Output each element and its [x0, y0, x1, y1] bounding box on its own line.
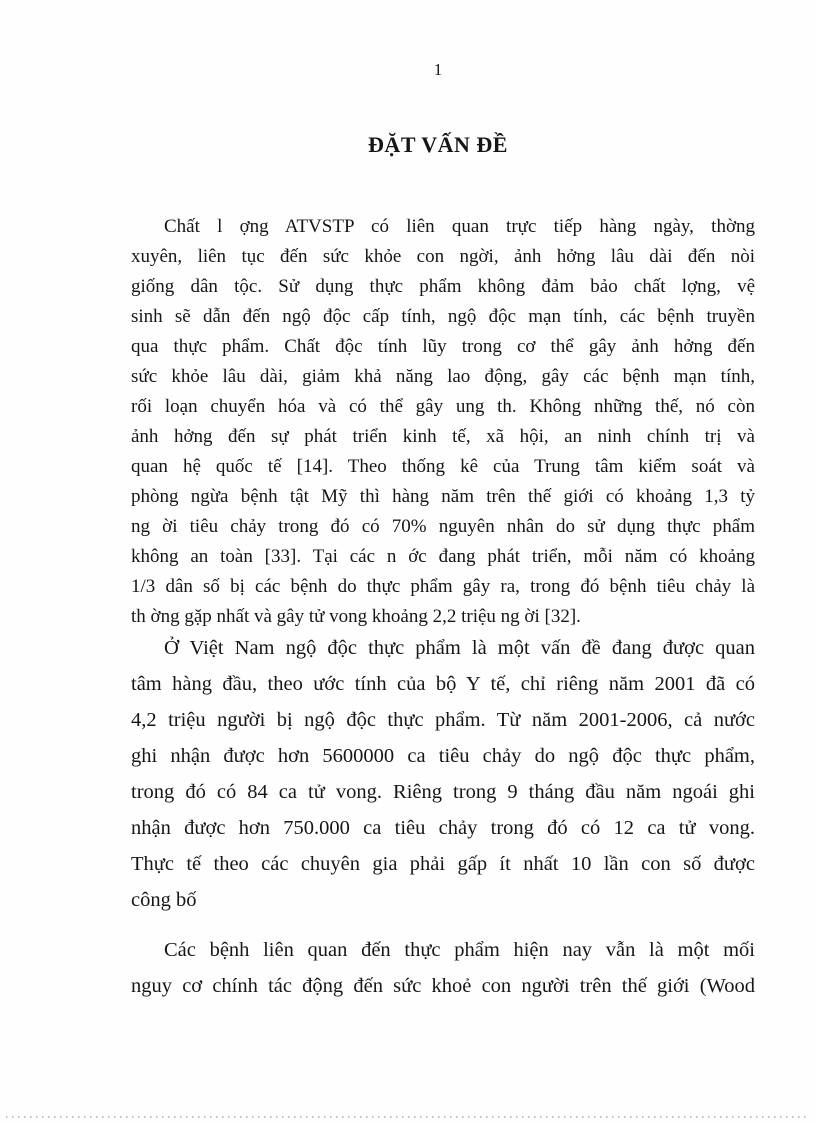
text-line: giống dân tộc. Sử dụng thực phẩm không đảm bảo chất lợng, vệ [131, 276, 755, 297]
page-bottom-dotted-line [6, 1116, 810, 1118]
text-line: 4,2 triệu người bị ngộ độc thực phẩm. Từ năm 2001-2006, cả nước [131, 709, 755, 731]
text-line: ảnh hởng đến sự phát triển kinh tế, xã hội, an ninh chính trị và [131, 426, 755, 447]
text-line: 1/3 dân số bị các bệnh do thực phẩm gây ra, trong đó bệnh tiêu chảy là [131, 576, 755, 597]
paragraph-intro-atvstp [131, 212, 755, 632]
text-line: ng ời tiêu chảy trong đó có 70% nguyên nhân do sử dụng thực phẩm [131, 516, 755, 537]
text-line: Chất l ợng ATVSTP có liên quan trực tiếp hàng ngày, thờng [164, 216, 755, 237]
text-line: xuyên, liên tục đến sức khỏe con ngời, ảnh hởng lâu dài đến nòi [131, 246, 755, 267]
text-line: tâm hàng đầu, theo ước tính của bộ Y tế, chỉ riêng năm 2001 đã có [131, 673, 755, 695]
text-line: nhận được hơn 750.000 ca tiêu chảy trong đó có 12 ca tử vong. [131, 817, 755, 839]
text-line: sinh sẽ dẫn đến ngộ độc cấp tính, ngộ độc mạn tính, các bệnh truyền [131, 306, 755, 327]
text-line: rối loạn chuyển hóa và có thể gây ung th. Không những thế, nó còn [131, 396, 755, 417]
text-line: ghi nhận được hơn 5600000 ca tiêu chảy do ngộ độc thực phẩm, [131, 745, 755, 767]
paragraph-food-related-diseases [131, 932, 755, 1004]
text-line: Ở Việt Nam ngộ độc thực phẩm là một vấn đề đang được quan [164, 637, 755, 659]
text-line: Thực tế theo các chuyên gia phải gấp ít nhất 10 lần con số được [131, 853, 755, 875]
text-line: nguy cơ chính tác động đến sức khoẻ con người trên thế giới (Wood [131, 975, 755, 997]
text-line: quan hệ quốc tế [14]. Theo thống kê của Trung tâm kiểm soát và [131, 456, 755, 477]
text-line: qua thực phẩm. Chất độc tính lũy trong cơ thể gây ảnh hởng đến [131, 336, 755, 357]
text-line: phòng ngừa bệnh tật Mỹ thì hàng năm trên thế giới có khoảng 1,3 tỷ [131, 486, 755, 507]
text-line: công bố [131, 889, 197, 911]
text-line: th ờng gặp nhất và gây tử vong khoảng 2,2 triệu ng ời [32]. [131, 606, 581, 627]
text-line: Các bệnh liên quan đến thực phẩm hiện nay vẫn là một mối [164, 939, 755, 961]
page-title: ĐẶT VẤN ĐỀ [368, 132, 508, 157]
page-number: 1 [433, 60, 443, 79]
text-line: không an toàn [33]. Tại các n ớc đang phát triển, mỗi năm có khoảng [131, 546, 755, 567]
paragraph-vietnam-statistics [131, 630, 755, 918]
text-line: trong đó có 84 ca tử vong. Riêng trong 9 tháng đầu năm ngoái ghi [131, 781, 755, 803]
text-line: sức khỏe lâu dài, giảm khả năng lao động, gây các bệnh mạn tính, [131, 366, 755, 387]
